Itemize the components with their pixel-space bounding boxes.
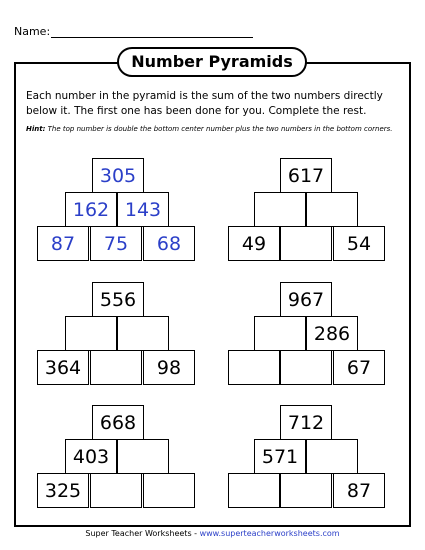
pyramid-6-top-cell: 712 (280, 405, 332, 440)
pyramid-1-bottom-center-cell: 75 (90, 226, 142, 261)
pyramid-5-middle-right-cell[interactable] (117, 439, 169, 474)
pyramid-3-bottom-left-cell: 364 (37, 350, 89, 385)
pyramid-2-top-cell: 617 (280, 158, 332, 193)
pyramid-3-bottom-right-cell: 98 (143, 350, 195, 385)
pyramid-2-bottom-center-cell[interactable] (280, 226, 332, 261)
footer-brand: Super Teacher Worksheets (85, 529, 192, 538)
pyramid-6-bottom-right-cell: 87 (333, 473, 385, 508)
pyramid-6-bottom-left-cell[interactable] (228, 473, 280, 508)
pyramid-5-bottom-center-cell[interactable] (90, 473, 142, 508)
pyramid-3-top-cell: 556 (92, 282, 144, 317)
pyramid-5-middle-left-cell: 403 (65, 439, 117, 474)
pyramid-5-top-cell: 668 (92, 405, 144, 440)
pyramid-4-bottom-left-cell[interactable] (228, 350, 280, 385)
page-title: Number Pyramids (117, 47, 307, 77)
pyramid-2-middle-left-cell[interactable] (254, 192, 306, 227)
pyramid-3-middle-right-cell[interactable] (117, 316, 169, 351)
hint-label: Hint: (26, 125, 46, 133)
hint-text (26, 125, 406, 134)
pyramid-3-bottom-center-cell[interactable] (90, 350, 142, 385)
pyramid-2-bottom-right-cell: 54 (333, 226, 385, 261)
pyramid-1-middle-left-cell: 162 (65, 192, 117, 227)
pyramid-2-middle-right-cell[interactable] (306, 192, 358, 227)
pyramid-6-middle-right-cell[interactable] (306, 439, 358, 474)
footer-url-link[interactable]: www.superteacherworksheets.com (199, 529, 340, 538)
footer (0, 529, 425, 538)
name-field-line[interactable] (51, 37, 253, 38)
pyramid-3-middle-left-cell[interactable] (65, 316, 117, 351)
pyramid-4-middle-left-cell[interactable] (254, 316, 306, 351)
pyramid-6-middle-left-cell: 571 (254, 439, 306, 474)
pyramid-2-bottom-left-cell: 49 (228, 226, 280, 261)
pyramid-5-bottom-left-cell: 325 (37, 473, 89, 508)
pyramid-1-bottom-left-cell: 87 (37, 226, 89, 261)
pyramid-1-middle-right-cell: 143 (117, 192, 169, 227)
pyramid-4-bottom-right-cell: 67 (333, 350, 385, 385)
pyramid-6-bottom-center-cell[interactable] (280, 473, 332, 508)
pyramid-1-bottom-right-cell: 68 (143, 226, 195, 261)
name-label: Name: (14, 25, 51, 38)
pyramid-5-bottom-right-cell[interactable] (143, 473, 195, 508)
pyramid-4-middle-right-cell: 286 (306, 316, 358, 351)
instructions-text: Each number in the pyramid is the sum of the two numbers directly below it. The first one has been done for you. Complete the rest. (26, 90, 383, 117)
pyramid-4-bottom-center-cell[interactable] (280, 350, 332, 385)
pyramid-1-top-cell: 305 (92, 158, 144, 193)
footer-separator: - (191, 529, 200, 538)
hint-body: The top number is double the bottom center number plus the two numbers in the bottom corners. (47, 125, 393, 133)
pyramid-4-top-cell: 967 (280, 282, 332, 317)
